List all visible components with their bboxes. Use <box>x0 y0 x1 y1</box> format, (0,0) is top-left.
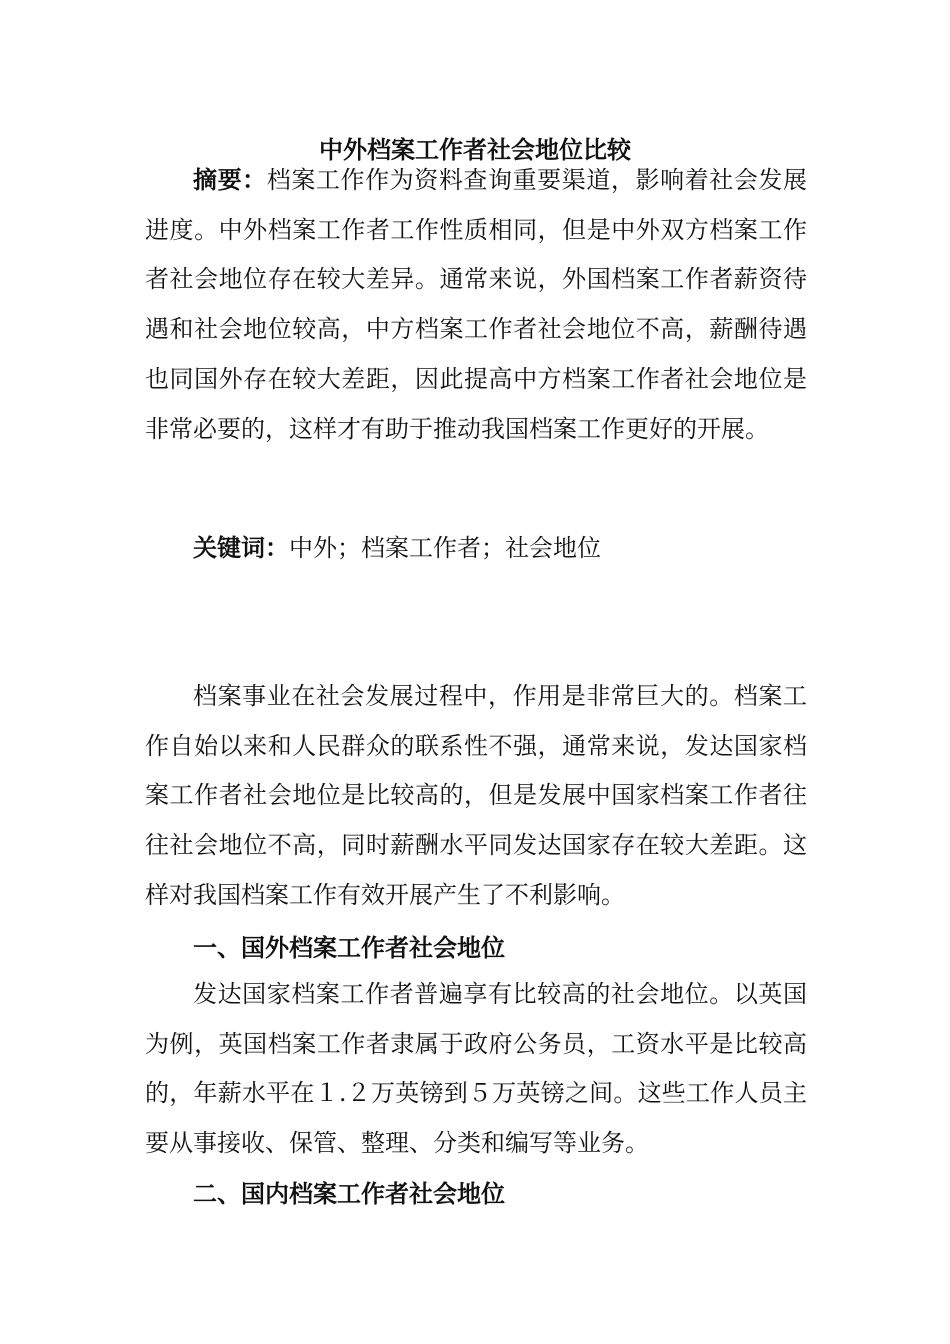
keywords-paragraph <box>145 523 807 574</box>
abstract-paragraph <box>145 155 807 454</box>
intro-paragraph: 档案事业在社会发展过程中，作用是非常巨大的。档案工作自始以来和人民群众的联系性不强，通常来说，发达国家档案工作者社会地位是比较高的，但是发展中国家档案工作者往往社会地位不高，同时薪酬水平同发达国家存在较大差距。这样对我国档案工作有效开展产生了不利影响。 <box>145 682 807 909</box>
keywords-text: 中外；档案工作者；社会地位 <box>289 534 601 562</box>
document-title: 中外档案工作者社会地位比较 <box>319 135 631 164</box>
keywords-label: 关键词： <box>193 533 289 562</box>
abstract-label: 摘要： <box>193 165 267 194</box>
section2-heading: 二、国内档案工作者社会地位 <box>193 1179 505 1208</box>
section1-paragraph: 发达国家档案工作者普遍享有比较高的社会地位。以英国为例，英国档案工作者隶属于政府公务员，工资水平是比较高的，年薪水平在１.２万英镑到５万英镑之间。这些工作人员主要从事接收、保管、整理、分类和编写等业务。 <box>145 980 807 1158</box>
abstract-text: 档案工作作为资料查询重要渠道，影响着社会发展进度。中外档案工作者工作性质相同，但是中外双方档案工作者社会地位存在较大差异。通常来说，外国档案工作者薪资待遇和社会地位较高，中方档案工作者社会地位不高，薪酬待遇也同国外存在较大差距，因此提高中方档案工作者社会地位是非常必要的，这样才有助于推动我国档案工作更好的开展。 <box>145 166 807 443</box>
section1-heading: 一、国外档案工作者社会地位 <box>193 933 505 962</box>
